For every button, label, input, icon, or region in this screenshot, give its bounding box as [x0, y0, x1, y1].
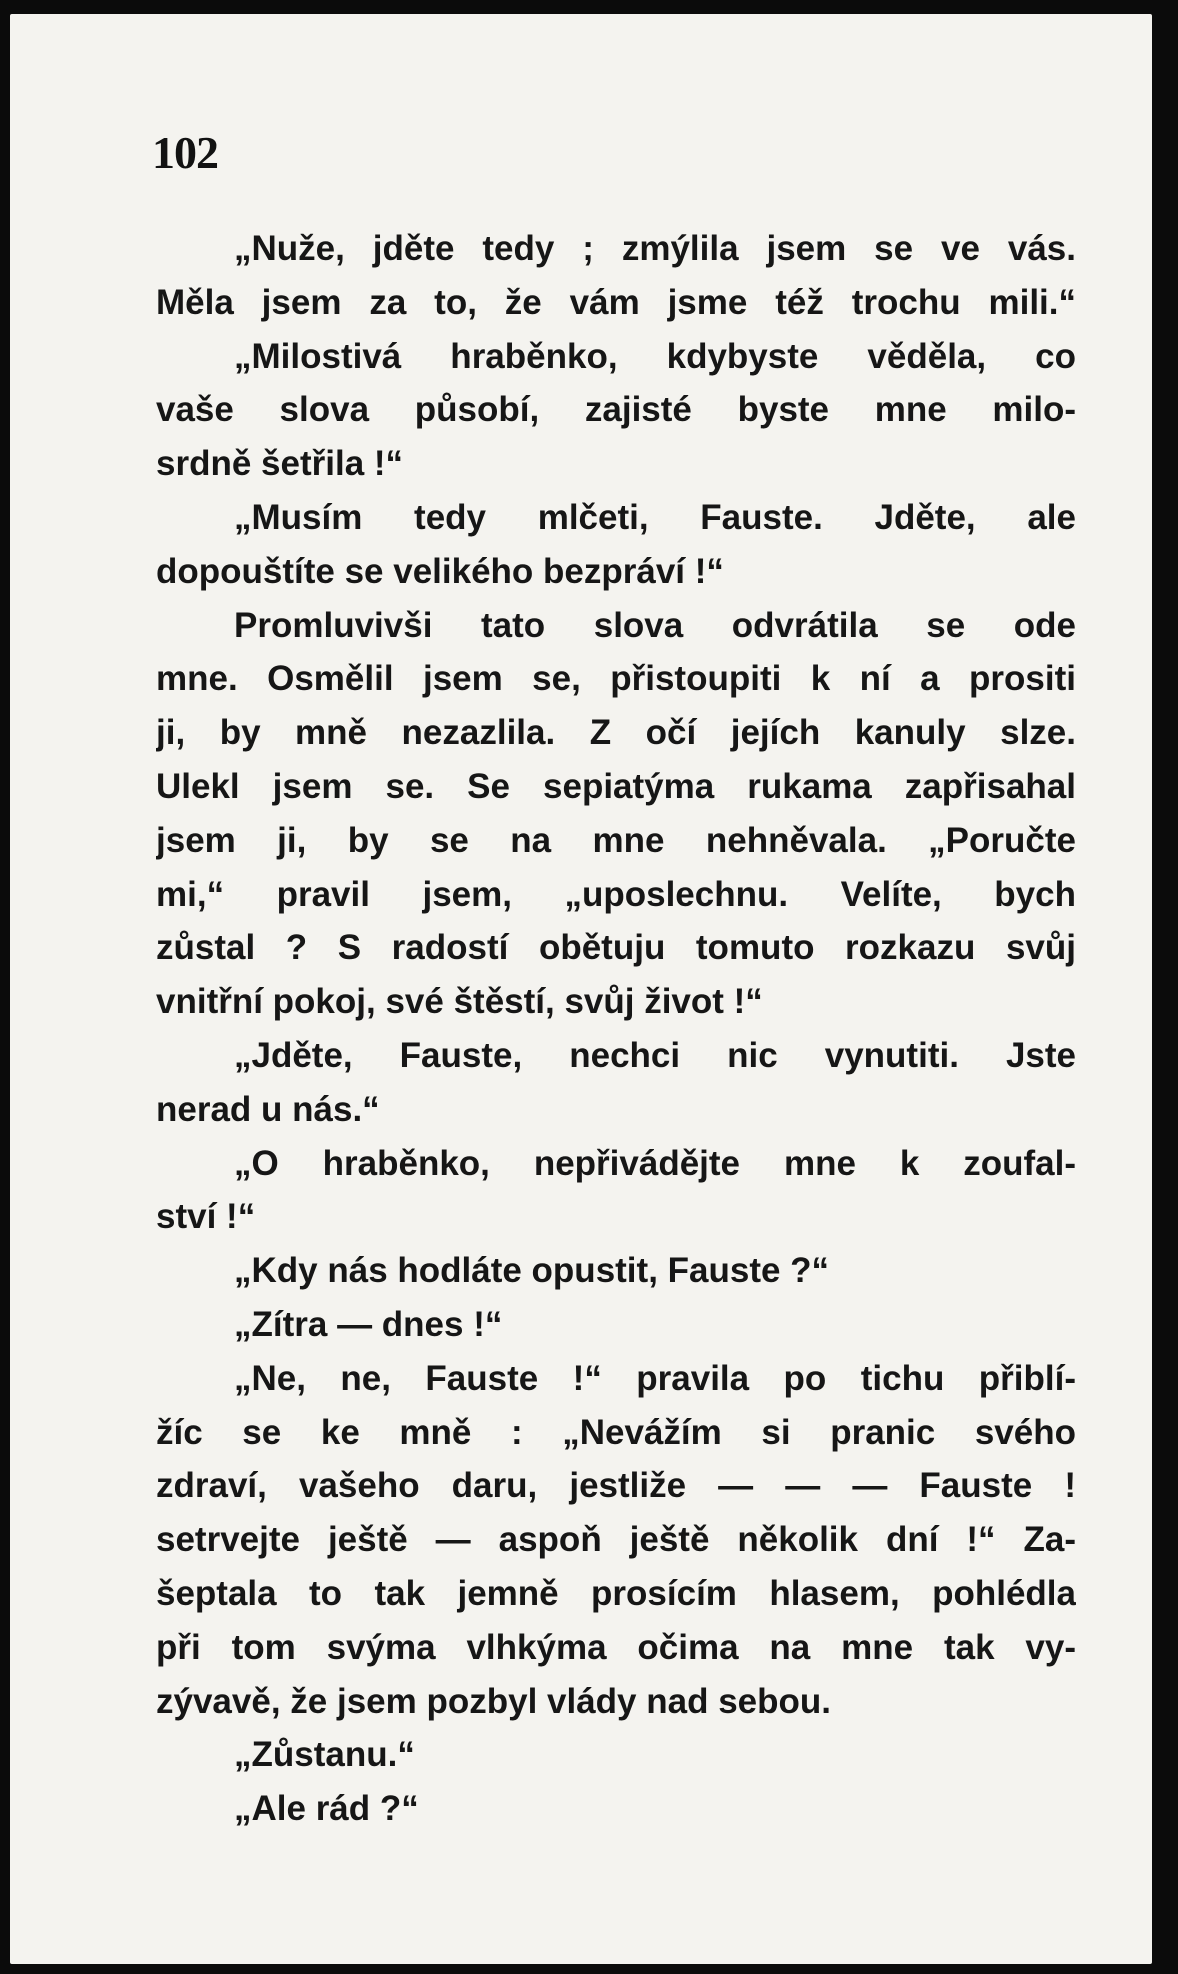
- text-line: „Musím tedy mlčeti, Fauste. Jděte, ale: [234, 497, 1076, 537]
- text-line: jsem ji, by se na mne nehněvala. „Poručte: [156, 820, 1076, 860]
- text-line: „Ne, ne, Fauste !“ pravila po tichu přiblí-: [234, 1358, 1076, 1398]
- text-line: zývavě, že jsem pozbyl vlády nad sebou.: [156, 1681, 831, 1721]
- text-line: Ulekl jsem se. Se sepiatýma rukama zapřisahal: [156, 766, 1076, 806]
- page-edge-shadow: [1152, 0, 1178, 1974]
- text-line: vaše slova působí, zajisté byste mne milo-: [156, 390, 1076, 430]
- text-line: Měla jsem za to, že vám jsme též trochu mili.“: [156, 282, 1076, 322]
- text-line: zdraví, vašeho daru, jestliže — — — Fauste !: [156, 1466, 1076, 1506]
- text-line: „O hraběnko, nepřivádějte mne k zoufal-: [234, 1143, 1076, 1183]
- text-line: vnitřní pokoj, své štěstí, svůj život !“: [156, 982, 763, 1022]
- text-line: „Milostivá hraběnko, kdybyste věděla, co: [234, 336, 1076, 376]
- text-line: při tom svýma vlhkýma očima na mne tak vy-: [156, 1627, 1076, 1667]
- book-page: [10, 14, 1152, 1964]
- text-line: mi,“ pravil jsem, „uposlechnu. Velíte, bych: [156, 874, 1076, 914]
- text-line: „Nuže, jděte tedy ; zmýlila jsem se ve vás.: [234, 229, 1076, 268]
- text-line: ji, by mně nezazlila. Z očí jejích kanuly slze.: [156, 713, 1076, 753]
- text-line: „Jděte, Fauste, nechci nic vynutiti. Jste: [234, 1035, 1076, 1075]
- text-line: „Zůstanu.“: [234, 1735, 415, 1775]
- text-line: setrvejte ještě — aspoň ještě několik dní !“ Za-: [156, 1520, 1076, 1560]
- text-line: dopouštíte se velikého bezpráví !“: [156, 551, 724, 591]
- text-line: „Zítra — dnes !“: [234, 1304, 503, 1344]
- text-line: šeptala to tak jemně prosícím hlasem, pohlédla: [156, 1573, 1076, 1613]
- text-line: srdně šetřila !“: [156, 444, 404, 484]
- text-line: „Kdy nás hodláte opustit, Fauste ?“: [234, 1251, 830, 1291]
- text-line: „Ale rád ?“: [234, 1789, 419, 1829]
- text-line: Promluvivši tato slova odvrátila se ode: [234, 605, 1076, 645]
- text-line: žíc se ke mně : „Nevážím si pranic svého: [156, 1412, 1076, 1452]
- page-number: 102: [152, 127, 218, 178]
- text-line: ství !“: [156, 1197, 256, 1237]
- body-text: [156, 222, 1076, 1836]
- text-line: nerad u nás.“: [156, 1089, 380, 1129]
- text-line: mne. Osmělil jsem se, přistoupiti k ní a prositi: [156, 659, 1076, 699]
- text-line: zůstal ? S radostí obětuju tomuto rozkazu svůj: [156, 928, 1076, 968]
